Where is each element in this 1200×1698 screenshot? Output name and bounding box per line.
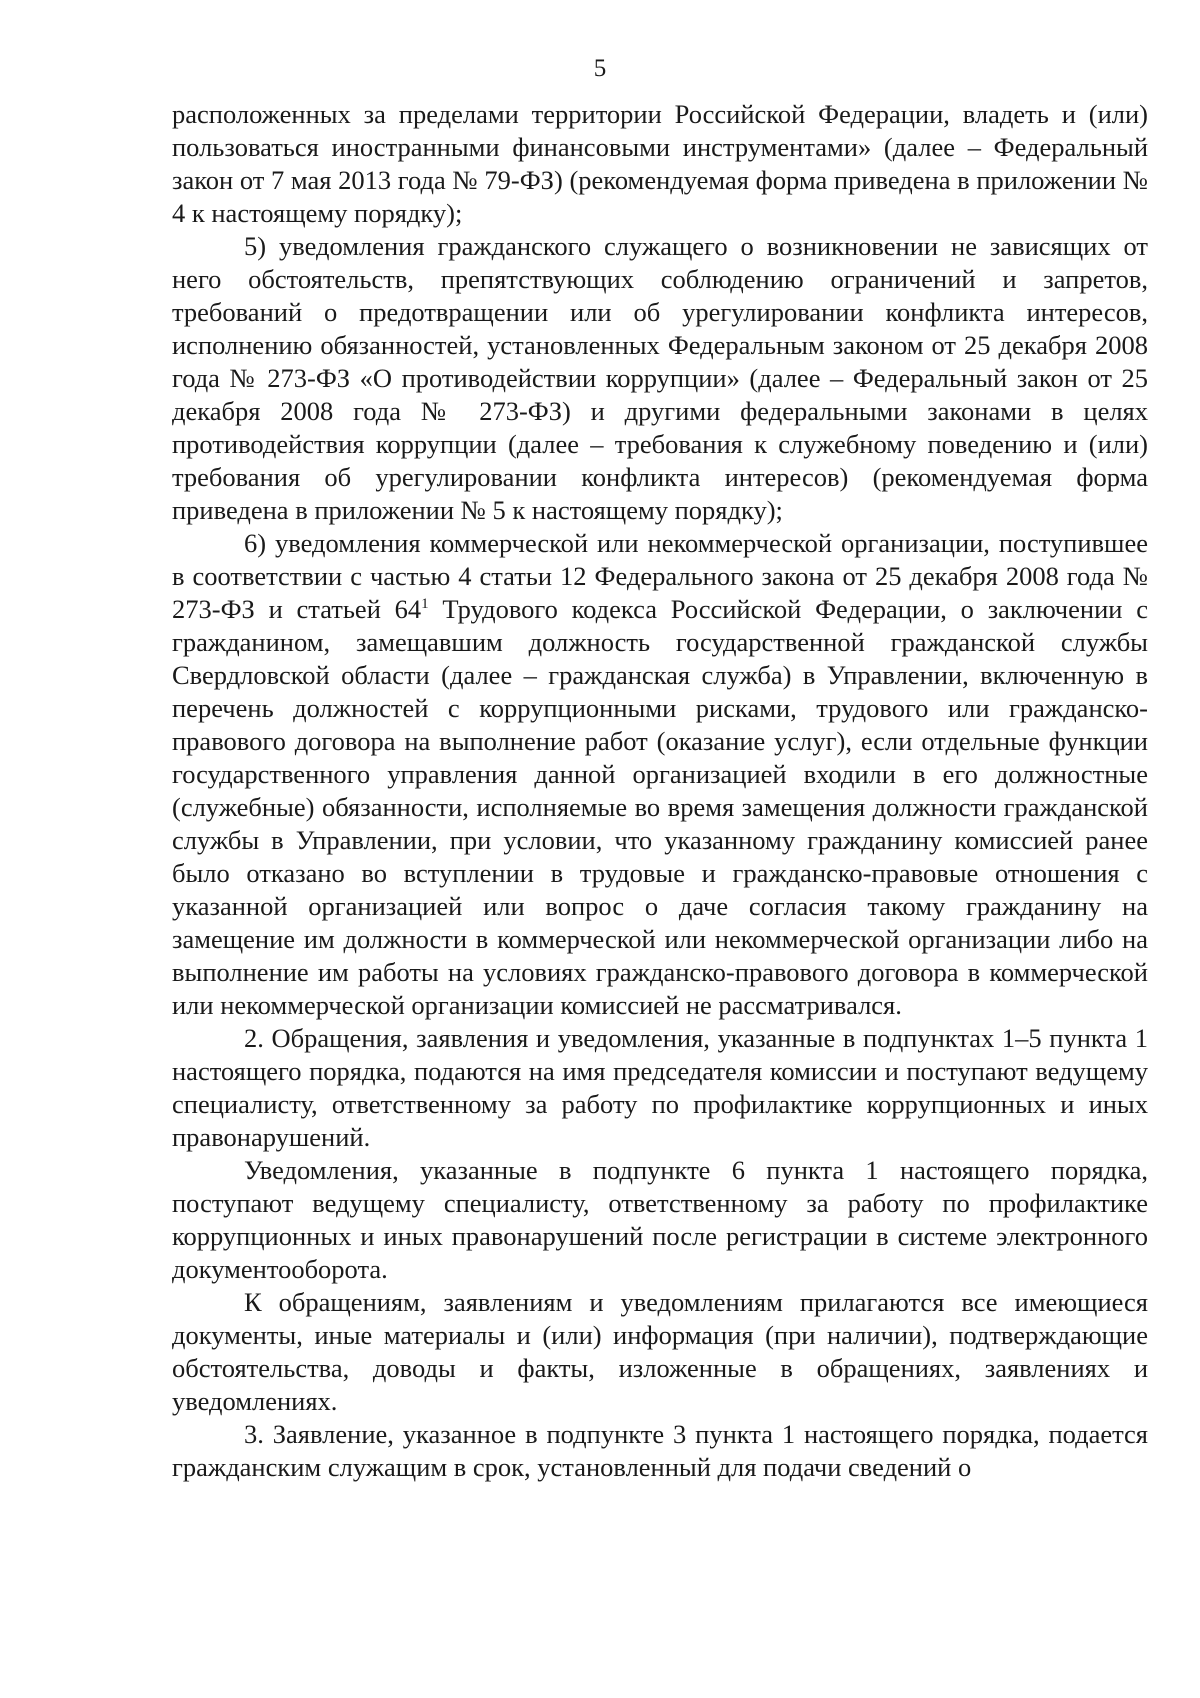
paragraph-item5: 5) уведомления гражданского служащего о возникновении не зависящих от него обстоятельств, препятствующих соблюдению ограничений и запретов, требований о предотвращении или об урегулировании конфликта интересов, исполнению обязанностей, установленных Федеральным законом от 25 декабря 2008 года № 273-ФЗ «О противодействии коррупции» (далее – Федеральный закон от 25 декабря 2008 года № 273-ФЗ) и другими федеральными законами в целях противодействия коррупции (далее – требования к служебному поведению и (или) требования об урегулировании конфликта интересов) (рекомендуемая форма приведена в приложении № 5 к настоящему порядку); bbox=[172, 231, 1148, 525]
paragraph-item6 bbox=[172, 527, 1148, 1022]
paragraph-clause2: 2. Обращения, заявления и уведомления, указанные в подпунктах 1–5 пункта 1 настоящего порядка, подаются на имя председателя комиссии и поступают ведущему специалисту, ответственному за работу по профилактике коррупционных и иных правонарушений. bbox=[172, 1023, 1148, 1152]
paragraph-continuation-item4: расположенных за пределами территории Российской Федерации, владеть и (или) пользоваться иностранными финансовыми инструментами» (далее – Федеральный закон от 7 мая 2013 года № 79-ФЗ) (рекомендуемая форма приведена в приложении № 4 к настоящему порядку); bbox=[172, 99, 1148, 228]
paragraph-notifications: Уведомления, указанные в подпункте 6 пункта 1 настоящего порядка, поступают ведущему специалисту, ответственному за работу по профилактике коррупционных и иных правонарушений после регистрации в системе электронного документооборота. bbox=[172, 1155, 1148, 1284]
document-body bbox=[172, 98, 1148, 1484]
paragraph-attachments: К обращениям, заявлениям и уведомлениям прилагаются все имеющиеся документы, иные материалы и (или) информация (при наличии), подтверждающие обстоятельства, доводы и факты, изложенные в обращениях, заявлениях и уведомлениях. bbox=[172, 1287, 1148, 1416]
item6-text-start: 6) уведомления коммерческой или некоммерческой организации, поступившее в соответствии с частью 4 статьи 12 Федерального закона от 25 декабря 2008 года № 273-ФЗ и статьей 64 bbox=[172, 528, 1148, 624]
item6-text-end: Трудового кодекса Российской Федерации, о заключении с гражданином, замещавшим должность государственной гражданской службы Свердловской области (далее – гражданская служба) в Управлении, включенную в перечень должностей с коррупционными рисками, трудового или гражданско-правового договора на выполнение работ (оказание услуг), если отдельные функции государственного управления данной организацией входили в его должностные (служебные) обязанности, исполняемые во время замещения должности гражданской службы в Управлении, при условии, что указанному гражданину комиссией ранее было отказано во вступлении в трудовые и гражданско-правовые отношения с указанной организацией или вопрос о даче согласия такому гражданину на замещение им должности в коммерческой или некоммерческой организации либо на выполнение им работы на условиях гражданско-правового договора в коммерческой или некоммерческой организации комиссией не рассматривался. bbox=[172, 594, 1148, 1020]
paragraph-clause3: 3. Заявление, указанное в подпункте 3 пункта 1 настоящего порядка, подается гражданским служащим в срок, установленный для подачи сведений о bbox=[172, 1419, 1148, 1482]
page-number: 5 bbox=[593, 55, 607, 82]
article-superscript: 1 bbox=[421, 596, 429, 613]
